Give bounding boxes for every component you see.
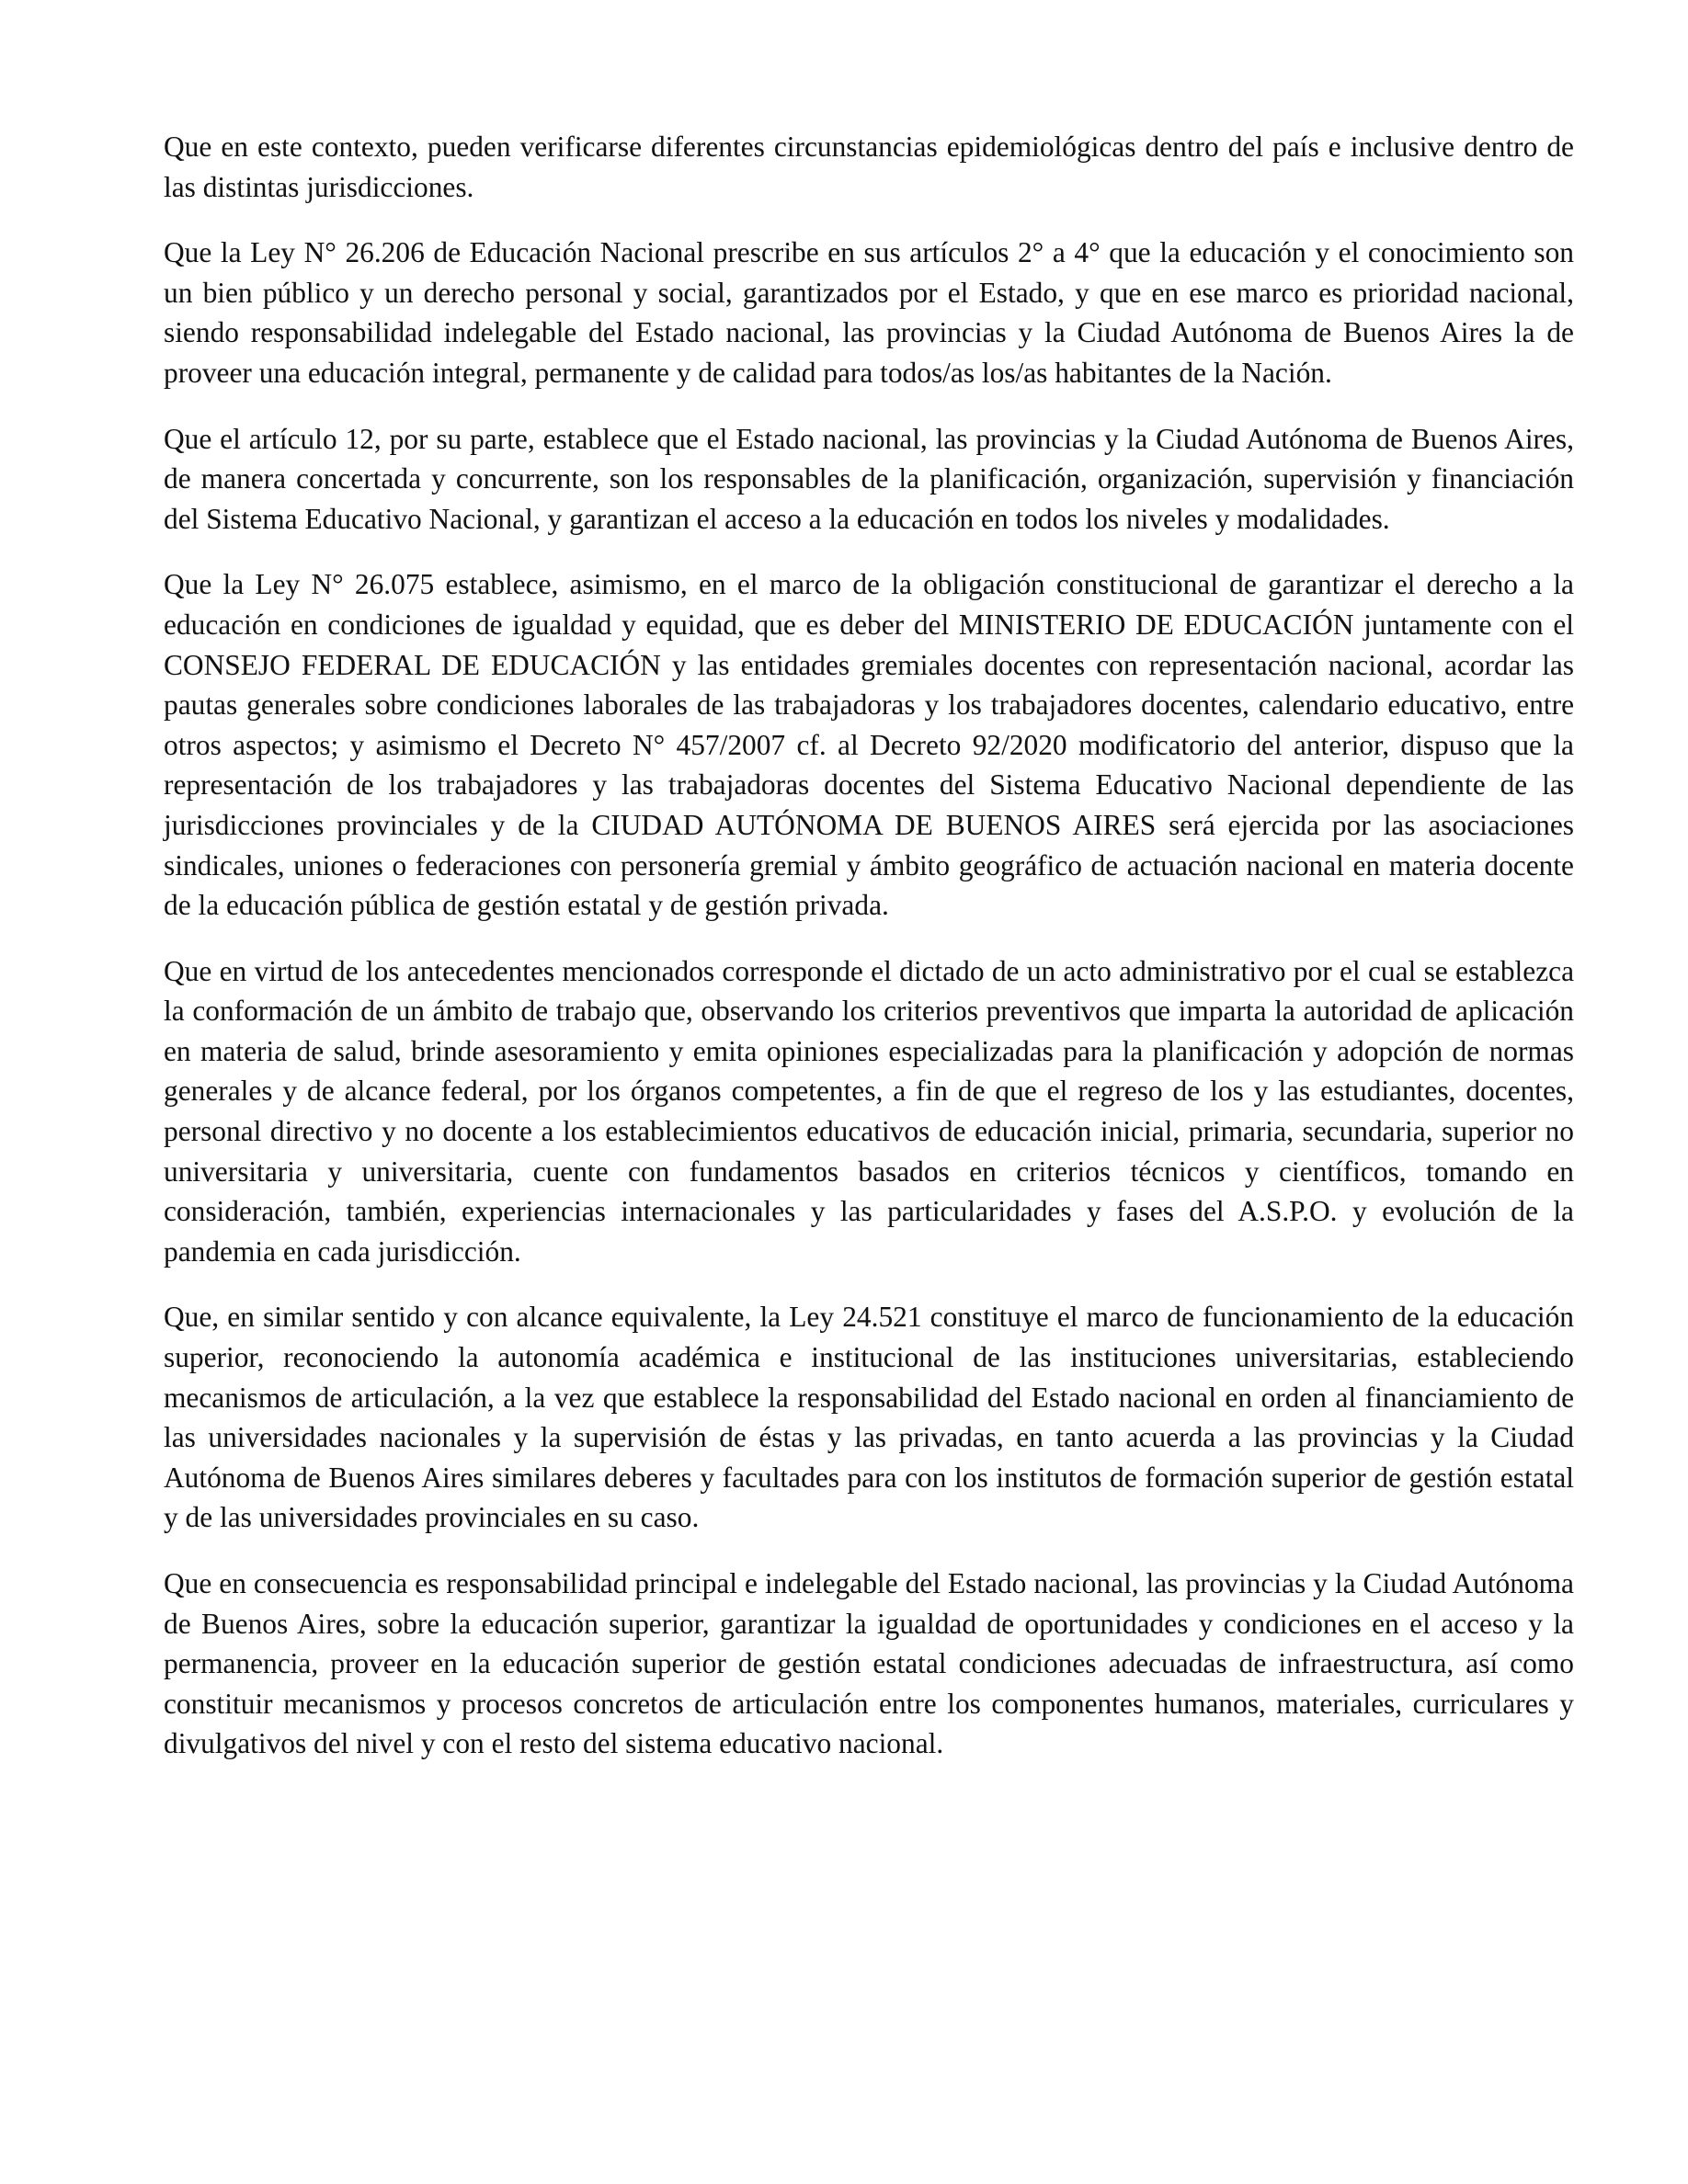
paragraph-articulo-12: Que el artículo 12, por su parte, establece que el Estado nacional, las provincias y la Ciudad Autónoma de Buenos Aires, de manera concertada y concurrente, son los responsables de la planificación, organización, supervisión y financiación del Sistema Educativo Nacional, y garantizan el acceso a la educación en todos los niveles y modalidades. [164, 422, 1574, 535]
paragraph-ley-24521: Que, en similar sentido y con alcance equivalente, la Ley 24.521 constituye el marco de funcionamiento de la educación superior, reconociendo la autonomía académica e institucional de las instituciones universitarias, estableciendo mecanismos de articulación, a la vez que establece la responsabilidad del Estado nacional en orden al financiamiento de las universidades nacionales y la supervisión de éstas y las privadas, en tanto acuerda a las provincias y la Ciudad Autónoma de Buenos Aires similares deberes y facultades para con los institutos de formación superior de gestión estatal y de las universidades provinciales en su caso. [164, 1301, 1574, 1534]
paragraph-ley-26206: Que la Ley N° 26.206 de Educación Nacional prescribe en sus artículos 2° a 4° que la educación y el conocimiento son un bien público y un derecho personal y social, garantizados por el Estado, y que en ese marco es prioridad nacional, siendo responsabilidad indelegable del Estado nacional, las provincias y la Ciudad Autónoma de Buenos Aires la de proveer una educación integral, permanente y de calidad para todos/as los/as habitantes de la Nación. [164, 236, 1574, 389]
paragraph-consecuencia: Que en consecuencia es responsabilidad principal e indelegable del Estado nacional, las provincias y la Ciudad Autónoma de Buenos Aires, sobre la educación superior, garantizar la igualdad de oportunidades y condiciones en el acceso y la permanencia, proveer en la educación superior de gestión estatal condiciones adecuadas de infraestructura, así como constituir mecanismos y procesos concretos de articulación entre los componentes humanos, materiales, curriculares y divulgativos del nivel y con el resto del sistema educativo nacional. [164, 1567, 1574, 1760]
paragraph-ley-26075: Que la Ley N° 26.075 establece, asimismo, en el marco de la obligación constitucional de garantizar el derecho a la educación en condiciones de igualdad y equidad, que es deber del MINISTERIO DE EDUCACIÓN juntamente con el CONSEJO FEDERAL DE EDUCACIÓN y las entidades gremiales docentes con representación nacional, acordar las pautas generales sobre condiciones laborales de las trabajadoras y los trabajadores docentes, calendario educativo, entre otros aspectos; y asimismo el Decreto N° 457/2007 cf. al Decreto 92/2020 modificatorio del anterior, dispuso que la representación de los trabajadores y las trabajadoras docentes del Sistema Educativo Nacional dependiente de las jurisdicciones provinciales y de la CIUDAD AUTÓNOMA DE BUENOS AIRES será ejercida por las asociaciones sindicales, uniones o federaciones con personería gremial y ámbito geográfico de actuación nacional en materia docente de la educación pública de gestión estatal y de gestión privada. [164, 568, 1574, 922]
document-body [164, 127, 1574, 1790]
paragraph-context: Que en este contexto, pueden verificarse diferentes circunstancias epidemiológicas dentro del país e inclusive dentro de las distintas jurisdicciones. [164, 131, 1574, 203]
paragraph-antecedentes: Que en virtud de los antecedentes mencionados corresponde el dictado de un acto administrativo por el cual se establezca la conformación de un ámbito de trabajo que, observando los criterios preventivos que imparta la autoridad de aplicación en materia de salud, brinde asesoramiento y emita opiniones especializadas para la planificación y adopción de normas generales y de alcance federal, por los órganos competentes, a fin de que el regreso de los y las estudiantes, docentes, personal directivo y no docente a los establecimientos educativos de educación inicial, primaria, secundaria, superior no universitaria y universitaria, cuente con fundamentos basados en criterios técnicos y científicos, tomando en consideración, también, experiencias internacionales y las particularidades y fases del A.S.P.O. y evolución de la pandemia en cada jurisdicción. [164, 954, 1574, 1268]
